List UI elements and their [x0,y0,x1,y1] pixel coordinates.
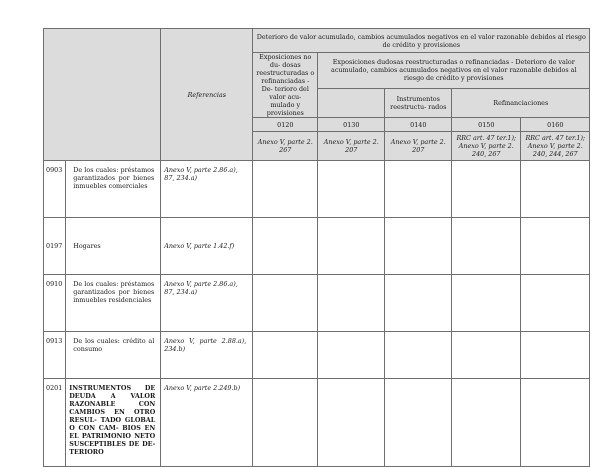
input-cell[interactable] [318,379,385,467]
row-label: INSTRUMENTOS DE DEUDA A VALOR RAZONABLE CON CAMBIOS EN OTRO RESUL- TADO GLOBAL O CON CAM- BIOS EN EL PATRIMONIO NETO SUSCEPTIBLES DE DE- TERIORO [66,379,161,467]
row-reference: Anexo V, parte 2.88.a), 234.b) [161,332,253,379]
header-referencias: Referencias [161,29,253,161]
input-cell[interactable] [385,332,452,379]
row-code: 0910 [44,275,66,332]
header-deterioro-group: Deterioro de valor acumulado, cambios acumulados negativos en el valor razonable debidos al riesgo de crédito y provisiones [253,29,590,53]
input-cell[interactable] [318,161,385,218]
input-cell[interactable] [452,218,521,275]
row-code: 0201 [44,379,66,467]
row-code: 0913 [44,332,66,379]
table-row [44,161,590,218]
col-code-0120: 0120 [253,118,318,132]
input-cell[interactable] [253,275,318,332]
header-refinanciaciones: Refinanciaciones [452,88,590,117]
row-label: De los cuales: crédito al consumo [66,332,161,379]
input-cell[interactable] [318,218,385,275]
row-label: De los cuales: préstamos garantizados por bienes inmuebles comerciales [66,161,161,218]
input-cell[interactable] [452,275,521,332]
input-cell[interactable] [452,379,521,467]
input-cell[interactable] [452,161,521,218]
table-row [44,379,590,467]
col-ref-0160: RRC art. 47 ter.1); Anexo V, parte 2. 240, 244, 267 [521,132,590,161]
input-cell[interactable] [253,332,318,379]
header-blank-cell [44,29,161,161]
header-blank-0140 [318,88,385,117]
header-instrumentos: Instrumentos reestructu- rados [385,88,452,117]
input-cell[interactable] [385,379,452,467]
col-code-0150: 0150 [452,118,521,132]
row-reference: Anexo V, parte 2.249.b) [161,379,253,467]
col-code-0140: 0140 [385,118,452,132]
table-row [44,275,590,332]
row-label: De los cuales: préstamos garantizados por bienes inmuebles residenciales [66,275,161,332]
input-cell[interactable] [452,332,521,379]
input-cell[interactable] [521,218,590,275]
row-reference: Anexo V, parte 2.86.a), 87, 234.a) [161,161,253,218]
col-ref-0130: Anexo V, parte 2. 207 [318,132,385,161]
input-cell[interactable] [253,218,318,275]
input-cell[interactable] [318,332,385,379]
input-cell[interactable] [385,218,452,275]
input-cell[interactable] [253,161,318,218]
row-reference: Anexo V, parte 1.42.f) [161,218,253,275]
table-row [44,332,590,379]
input-cell[interactable] [521,161,590,218]
row-code: 0197 [44,218,66,275]
input-cell[interactable] [253,379,318,467]
row-label: Hogares [66,218,161,275]
col-ref-0150: RRC art. 47 ter.1); Anexo V, parte 2. 240, 267 [452,132,521,161]
header-exp-dudosas: Exposiciones dudosas reestructuradas o refinanciadas - Deterioro de valor acumulado, cambios acumulados negativos en el valor razonable debidos al riesgo de crédito y provisiones [318,53,590,89]
header-exp-no-dudosas: Exposiciones no du- dosas reestructuradas o refinanciadas - De- terioro del valor acu- mulado y provisiones [253,53,318,118]
row-reference: Anexo V, parte 2.86.a), 87, 234.a) [161,275,253,332]
input-cell[interactable] [521,379,590,467]
col-ref-0140: Anexo V, parte 2. 207 [385,132,452,161]
input-cell[interactable] [521,332,590,379]
input-cell[interactable] [318,275,385,332]
table-row [44,218,590,275]
col-ref-0120: Anexo V, parte 2. 267 [253,132,318,161]
input-cell[interactable] [385,275,452,332]
regulatory-table [43,28,590,467]
input-cell[interactable] [521,275,590,332]
row-code: 0903 [44,161,66,218]
col-code-0130: 0130 [318,118,385,132]
deterioro-table [43,28,590,467]
col-code-0160: 0160 [521,118,590,132]
input-cell[interactable] [385,161,452,218]
